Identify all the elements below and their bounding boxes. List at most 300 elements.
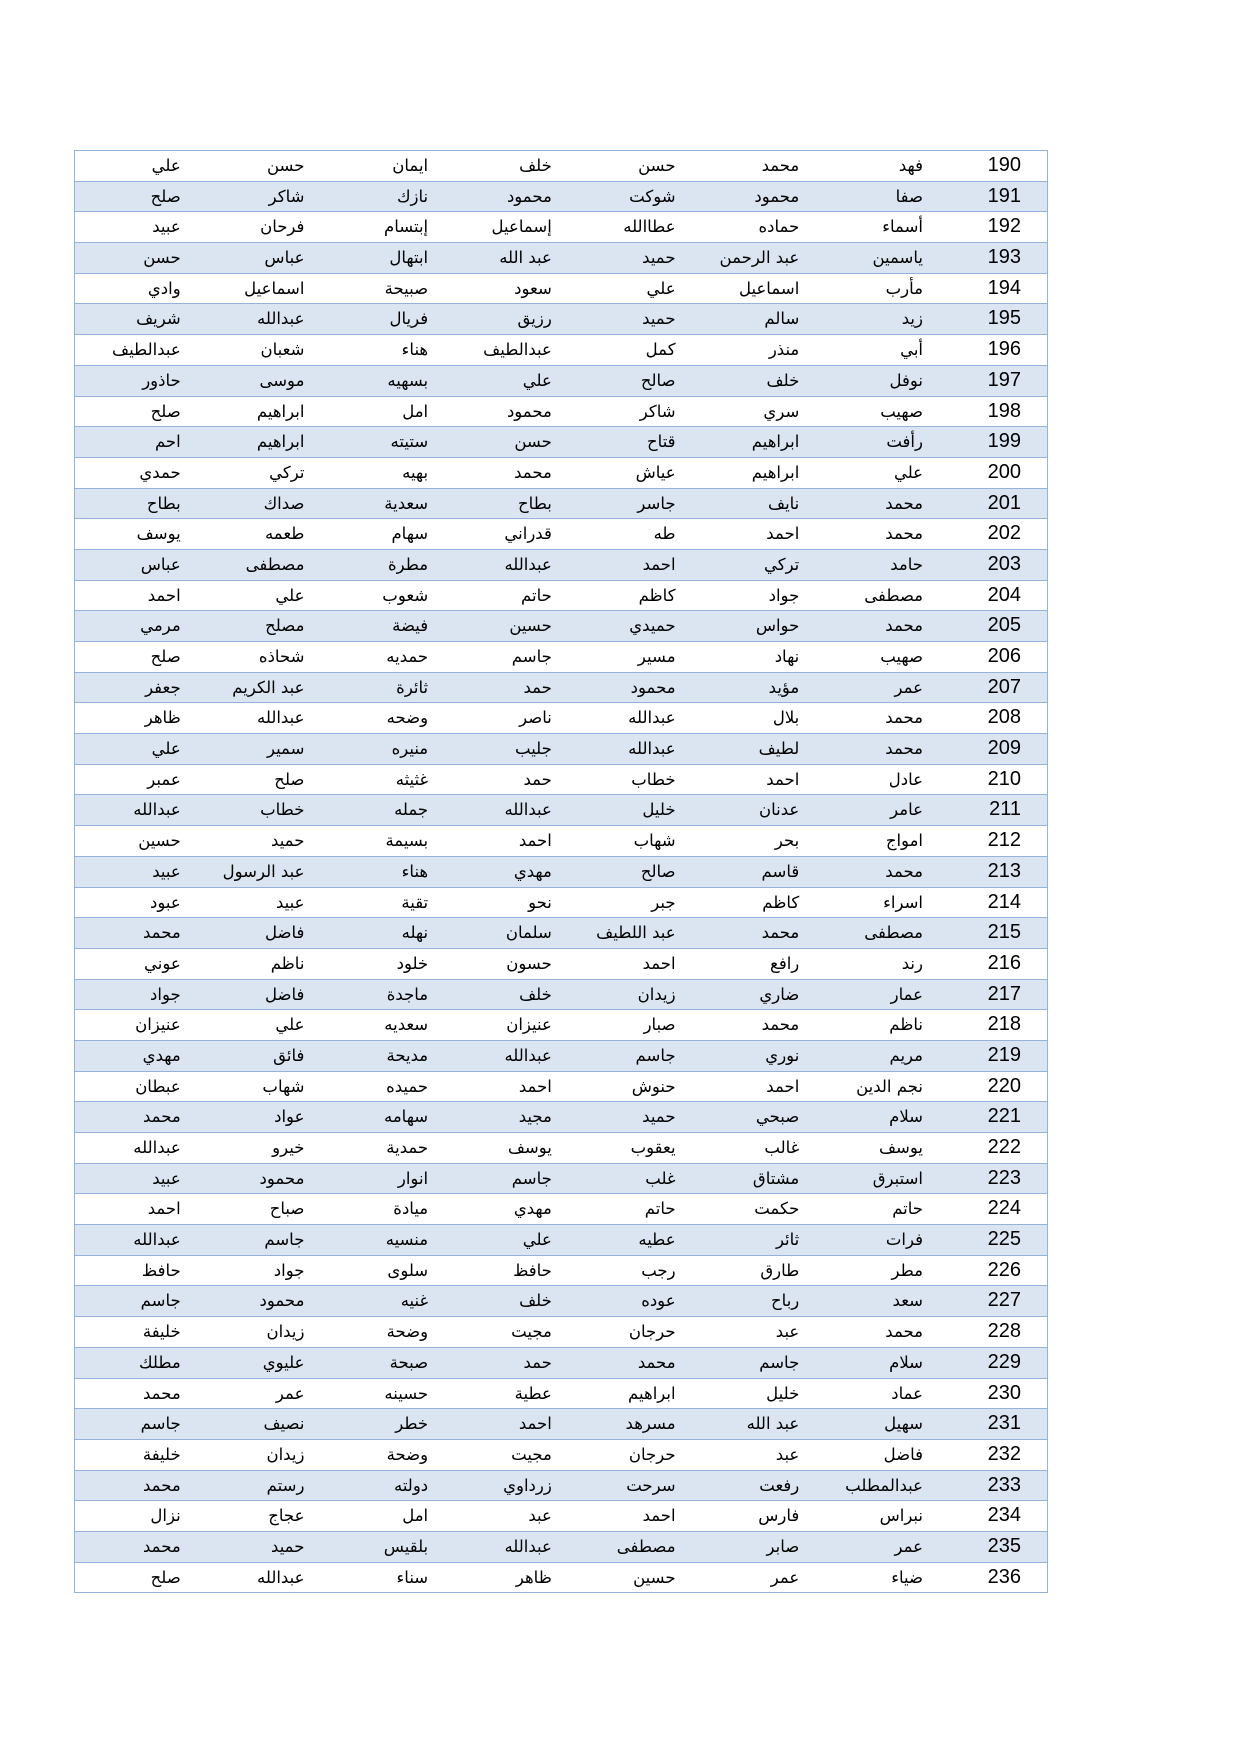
name-cell: علي [522, 1230, 552, 1250]
name-cell: أسماء [882, 217, 923, 237]
name-cell: نصيف [263, 1414, 305, 1434]
table-row [75, 1348, 1047, 1379]
serial-number: 233 [987, 1473, 1021, 1496]
serial-number: 220 [987, 1074, 1021, 1097]
name-cell: ثائرة [396, 677, 429, 697]
name-cell: عبيد [152, 217, 181, 237]
name-cell: بلقيس [383, 1536, 429, 1556]
name-cell: جاسم [264, 1230, 305, 1250]
name-cell: وضحه [386, 708, 429, 728]
name-cell: رافع [770, 953, 800, 973]
serial-number: 229 [987, 1350, 1021, 1373]
name-cell: محمد [143, 923, 181, 943]
name-cell: شهاب [633, 831, 676, 851]
name-cell: محمد [885, 1322, 923, 1342]
name-cell: مصطفى [245, 554, 305, 574]
name-cell: خطاب [260, 800, 305, 820]
serial-number: 218 [987, 1013, 1021, 1036]
name-cell: مديحة [386, 1045, 429, 1065]
name-cell: سعد [892, 1291, 923, 1311]
name-cell: عبيد [152, 1168, 181, 1188]
serial-number: 224 [987, 1197, 1021, 1220]
name-cell: جاسر [637, 493, 676, 513]
table-row [75, 734, 1047, 765]
name-cell: محمد [885, 739, 923, 759]
name-cell: عبدالله [257, 309, 305, 329]
name-cell: نازك [396, 186, 429, 206]
table-row [75, 826, 1047, 857]
name-cell: مطرة [388, 554, 429, 574]
name-cell: فريال [389, 309, 429, 329]
name-cell: استبرق [872, 1168, 923, 1188]
table-row [75, 274, 1047, 305]
name-cell: مرمي [140, 616, 181, 636]
name-cell: ظاهر [515, 1567, 552, 1587]
name-cell: حسن [638, 156, 676, 175]
name-cell: حميد [642, 248, 676, 268]
name-cell: تركي [269, 462, 305, 482]
name-cell: ابتهال [389, 248, 429, 268]
name-cell: جمله [394, 800, 429, 820]
name-cell: عبد الرسول [222, 861, 305, 881]
name-cell: فرات [885, 1230, 923, 1250]
name-cell: ناظم [270, 953, 305, 973]
name-cell: نوري [765, 1045, 800, 1065]
table-row [75, 550, 1047, 581]
table-row [75, 918, 1047, 949]
name-cell: رفعت [759, 1475, 800, 1495]
name-cell: عنيزان [135, 1015, 181, 1035]
name-cell: صلح [150, 401, 181, 421]
name-cell: عدنان [759, 800, 800, 820]
table-row [75, 397, 1047, 428]
name-cell: محمود [259, 1168, 305, 1188]
name-cell: فارس [758, 1506, 800, 1526]
table-row [75, 581, 1047, 612]
table-row [75, 1440, 1047, 1471]
serial-number: 225 [987, 1228, 1021, 1251]
serial-number: 197 [987, 368, 1021, 391]
name-cell: غلب [645, 1168, 676, 1188]
name-cell: مصطفى [864, 923, 923, 943]
name-cell: حامد [890, 554, 923, 574]
name-cell: بهيه [402, 462, 429, 482]
name-cell: جواد [150, 984, 181, 1004]
name-cell: سرحت [626, 1475, 676, 1495]
name-cell: حمدي [139, 462, 181, 482]
table-row [75, 1379, 1047, 1410]
name-cell: اسماعيل [738, 278, 800, 298]
name-cell: حسين [138, 831, 181, 851]
name-cell: مصطفى [864, 585, 923, 605]
name-cell: محمود [259, 1291, 305, 1311]
name-cell: سلام [889, 1107, 923, 1127]
table-row [75, 1532, 1047, 1563]
name-cell: حسن [266, 156, 305, 175]
name-cell: عواد [274, 1107, 305, 1127]
name-cell: عبد الرحمن [719, 248, 800, 268]
name-cell: عباس [140, 554, 181, 574]
name-cell: ابراهيم [751, 432, 800, 452]
name-cell: علي [893, 462, 923, 482]
name-cell: عمر [770, 1567, 800, 1587]
serial-number: 208 [987, 706, 1021, 729]
name-cell: ياسمين [872, 248, 923, 268]
name-cell: سعود [514, 278, 552, 298]
name-cell: حسن [514, 432, 552, 452]
name-cell: قتاح [647, 432, 676, 452]
name-cell: غثيثه [395, 769, 429, 789]
name-cell: حسين [633, 1567, 676, 1587]
name-cell: منذر [768, 340, 800, 360]
name-cell: سلمان [505, 923, 552, 943]
name-cell: مسرهد [625, 1414, 676, 1434]
name-cell: محمد [885, 861, 923, 881]
table-row [75, 1225, 1047, 1256]
name-cell: خطاب [631, 769, 676, 789]
name-cell: غالب [764, 1138, 800, 1157]
name-cell: طعمه [264, 524, 305, 544]
name-cell: سهيل [884, 1414, 923, 1434]
name-cell: حكمت [754, 1199, 800, 1219]
name-cell: يوسف [507, 1138, 552, 1157]
name-cell: قدراني [504, 524, 552, 544]
name-cell: نوفل [889, 370, 923, 390]
name-cell: شريف [136, 309, 181, 329]
name-cell: حواس [755, 616, 800, 636]
name-cell: احمد [147, 1199, 181, 1219]
name-cell: طه [653, 524, 676, 544]
name-cell: بسهيه [387, 370, 429, 390]
table-row [75, 1194, 1047, 1225]
name-cell: علي [151, 156, 181, 175]
table-row [75, 458, 1047, 489]
name-cell: عبد الكريم [232, 677, 305, 697]
name-cell: شعوب [382, 585, 429, 605]
name-cell: نهاد [774, 647, 800, 666]
name-cell: عبدالله [257, 1567, 305, 1587]
table-row [75, 888, 1047, 919]
name-cell: رباح [771, 1291, 800, 1311]
name-cell: محمود [506, 186, 552, 206]
name-cell: زيد [901, 309, 923, 329]
serial-number: 190 [987, 154, 1021, 176]
name-cell: يوسف [878, 1138, 923, 1157]
serial-number: 222 [987, 1136, 1021, 1158]
name-cell: مشتاق [752, 1168, 800, 1188]
name-cell: كاظم [638, 585, 676, 605]
serial-number: 196 [987, 338, 1021, 361]
name-cell: عبد الله [746, 1414, 800, 1434]
serial-number: 217 [987, 982, 1021, 1005]
name-cell: اسراء [883, 892, 923, 912]
name-cell: يوسف [136, 524, 181, 544]
name-cell: يعقوب [630, 1138, 676, 1157]
name-cell: احمد [642, 554, 676, 574]
name-cell: محمد [143, 1475, 181, 1495]
serial-number: 232 [987, 1442, 1021, 1465]
table-row [75, 795, 1047, 826]
table-row [75, 1102, 1047, 1133]
name-cell: ابراهيم [256, 401, 305, 421]
name-cell: عمار [890, 984, 923, 1004]
name-cell: احمد [518, 1414, 552, 1434]
table-row [75, 182, 1047, 213]
name-cell: مجيد [518, 1107, 552, 1127]
name-cell: محمد [761, 156, 800, 175]
table-row [75, 519, 1047, 550]
name-cell: محمد [761, 923, 800, 943]
name-cell: أبي [900, 340, 923, 360]
name-cell: عبدالطيف [112, 340, 181, 360]
name-cell: زيدان [637, 984, 676, 1004]
table-row [75, 1501, 1047, 1532]
name-cell: عبدالله [504, 1536, 552, 1556]
serial-number: 228 [987, 1320, 1021, 1343]
name-cell: صابر [766, 1536, 800, 1556]
table-row [75, 1409, 1047, 1440]
name-cell: ضاري [759, 984, 800, 1004]
name-cell: بطاح [146, 493, 181, 513]
name-cell: مأرب [885, 278, 923, 298]
table-row [75, 1563, 1047, 1594]
name-cell: عمبر [147, 769, 181, 789]
name-cell: محمود [506, 401, 552, 421]
name-cell: احمد [147, 585, 181, 605]
name-cell: عبدالله [628, 739, 676, 759]
name-cell: رأفت [886, 432, 923, 452]
name-cell: قاسم [761, 861, 800, 881]
serial-number: 199 [987, 430, 1021, 453]
name-cell: احم [154, 432, 181, 452]
name-cell: منيره [391, 739, 429, 759]
name-cell: عبطان [135, 1076, 181, 1096]
name-cell: صلح [150, 1567, 181, 1587]
name-cell: منسيه [385, 1230, 429, 1250]
name-cell: عبدالله [504, 800, 552, 820]
name-cell: زيدان [266, 1322, 305, 1342]
name-cell: مهدي [513, 861, 552, 881]
name-cell: فرحان [260, 217, 305, 237]
name-cell: ماجدة [386, 984, 429, 1004]
table-row [75, 427, 1047, 458]
serial-number: 204 [987, 583, 1021, 606]
name-cell: حميد [271, 1536, 305, 1556]
name-cell: حماده [758, 217, 800, 237]
name-cell: عطية [514, 1383, 552, 1403]
name-cell: محمد [885, 524, 923, 544]
name-cell: حسين [509, 616, 552, 636]
name-cell: رستم [266, 1475, 305, 1495]
name-cell: بحر [774, 831, 800, 851]
name-cell: احمد [518, 831, 552, 851]
name-cell: عامر [890, 800, 923, 820]
name-cell: حرجان [628, 1322, 676, 1342]
name-cell: عبد [775, 1322, 800, 1342]
table-row [75, 611, 1047, 642]
name-cell: عمر [894, 677, 923, 697]
table-row [75, 243, 1047, 274]
name-cell: امواج [885, 831, 923, 851]
name-cell: زيدان [266, 1444, 305, 1464]
name-cell: علي [275, 1015, 305, 1035]
serial-number: 213 [987, 859, 1021, 882]
name-cell: عبد [528, 1506, 552, 1526]
name-cell: ابراهيم [628, 1383, 676, 1403]
name-cell: اسماعيل [244, 278, 305, 298]
name-cell: جليب [515, 739, 552, 759]
name-cell: جواد [768, 585, 800, 605]
name-cell: نزال [150, 1506, 181, 1526]
serial-number: 195 [987, 307, 1021, 330]
table-row [75, 335, 1047, 366]
name-cell: جاسم [140, 1291, 181, 1311]
table-row [75, 949, 1047, 980]
name-cell: دولته [393, 1475, 429, 1495]
name-cell: فائق [273, 1045, 305, 1065]
name-cell: جواد [273, 1260, 305, 1280]
name-cell: شهاب [262, 1076, 305, 1096]
name-cell: رزيق [517, 309, 552, 329]
serial-number: 212 [987, 829, 1021, 852]
serial-number: 231 [987, 1412, 1021, 1435]
name-cell: عوني [143, 953, 181, 973]
table-row [75, 366, 1047, 397]
name-cell: عنيزان [506, 1015, 552, 1035]
name-cell: عبد [775, 1444, 800, 1464]
serial-number: 219 [987, 1043, 1021, 1066]
name-cell: وضحة [386, 1444, 429, 1464]
name-cell: حميدي [629, 616, 676, 636]
name-cell: إسماعيل [491, 217, 552, 237]
name-cell: عماد [891, 1383, 923, 1403]
name-cell: عادل [888, 769, 923, 789]
serial-number: 209 [987, 737, 1021, 760]
name-cell: خلف [519, 984, 552, 1004]
table-row [75, 1164, 1047, 1195]
name-cell: نحو [528, 892, 552, 912]
table-row [75, 980, 1047, 1011]
name-cell: خلف [519, 1291, 552, 1311]
name-cell: علي [275, 585, 305, 605]
name-cell: طارق [760, 1260, 800, 1280]
name-cell: جعفر [145, 677, 181, 697]
name-cell: صبحة [389, 1352, 429, 1372]
name-cell: صالح [640, 370, 676, 390]
name-cell: حسن [143, 248, 181, 268]
name-cell: خلف [519, 156, 552, 175]
name-cell: عبد اللطيف [596, 923, 676, 943]
name-cell: صداك [263, 493, 305, 513]
serial-number: 227 [987, 1289, 1021, 1312]
name-cell: شعبان [260, 340, 305, 360]
name-cell: جاسم [759, 1352, 800, 1372]
name-cell: سناء [396, 1567, 429, 1587]
names-table [74, 150, 1048, 1593]
table-row [75, 151, 1047, 182]
name-cell: مهدي [513, 1199, 552, 1219]
name-cell: سهام [391, 524, 429, 544]
name-cell: سلوى [387, 1260, 429, 1280]
name-cell: عبدالله [628, 708, 676, 728]
table-row [75, 673, 1047, 704]
name-cell: فاضل [883, 1444, 923, 1464]
name-cell: كاظم [762, 892, 800, 912]
serial-number: 202 [987, 522, 1021, 545]
name-cell: مصطفى [616, 1536, 676, 1556]
name-cell: صبيحة [384, 278, 429, 298]
name-cell: حميد [642, 1107, 676, 1127]
name-cell: رجب [641, 1260, 676, 1280]
name-cell: عمر [275, 1383, 305, 1403]
name-cell: انوار [397, 1168, 429, 1188]
name-cell: محمد [885, 708, 923, 728]
name-cell: صبحي [755, 1107, 800, 1127]
table-row [75, 1010, 1047, 1041]
table-row [75, 212, 1047, 243]
name-cell: محمد [761, 1015, 800, 1035]
name-cell: صفا [895, 186, 923, 206]
name-cell: صلح [274, 769, 305, 789]
serial-number: 200 [987, 460, 1021, 483]
name-cell: خلف [766, 370, 800, 390]
name-cell: عبدالله [504, 1045, 552, 1065]
name-cell: حميده [386, 1076, 429, 1096]
serial-number: 206 [987, 645, 1021, 667]
name-cell: امل [402, 1506, 429, 1526]
serial-number: 226 [987, 1258, 1021, 1281]
name-cell: مطلك [138, 1352, 181, 1372]
name-cell: احمد [766, 1076, 800, 1096]
name-cell: ابراهيم [256, 432, 305, 452]
serial-number: 216 [987, 951, 1021, 974]
name-cell: مصلح [265, 616, 305, 636]
name-cell: ايمان [392, 156, 429, 175]
name-cell: عبدالله [133, 800, 181, 820]
serial-number: 223 [987, 1166, 1021, 1189]
name-cell: ستيته [390, 432, 429, 452]
name-cell: نايف [767, 493, 800, 513]
name-cell: فاضل [265, 984, 305, 1004]
name-cell: صالح [640, 861, 676, 881]
name-cell: خليفة [142, 1322, 181, 1342]
name-cell: حاتم [644, 1199, 676, 1219]
table-row [75, 703, 1047, 734]
name-cell: شاكر [639, 401, 676, 421]
serial-number: 193 [987, 246, 1021, 269]
name-cell: احمد [518, 1076, 552, 1096]
name-cell: حسون [506, 953, 552, 973]
name-cell: سعدية [384, 493, 429, 513]
name-cell: شوكت [629, 186, 676, 206]
name-cell: حمديه [386, 647, 429, 666]
serial-number: 221 [987, 1105, 1021, 1128]
name-cell: تركي [763, 554, 800, 574]
name-cell: عطيه [638, 1230, 676, 1250]
name-cell: لطيف [758, 739, 800, 759]
name-cell: شاكر [268, 186, 305, 206]
name-cell: عبدالمطلب [845, 1475, 923, 1495]
name-cell: عبدالله [504, 554, 552, 574]
name-cell: حاذور [142, 370, 181, 390]
name-cell: عياش [635, 462, 676, 482]
name-cell: ناصر [519, 708, 552, 728]
name-cell: حمدية [386, 1138, 429, 1157]
table-row [75, 642, 1047, 673]
name-cell: فهد [898, 156, 923, 175]
name-cell: احمد [766, 769, 800, 789]
name-cell: مجيت [511, 1322, 552, 1342]
